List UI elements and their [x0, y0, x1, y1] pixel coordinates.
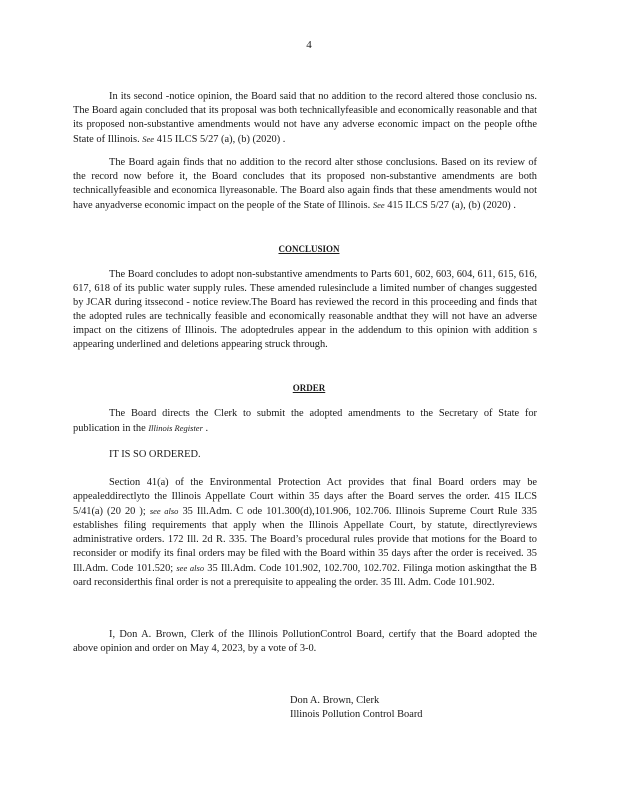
- illinois-register: Illinois Register: [148, 423, 203, 433]
- see-signal: See: [142, 134, 155, 144]
- paragraph-order: [73, 407, 537, 436]
- paragraph-text: 35 Ill.Adm. C ode 101.300(d),101.906, 102.706. Illinois Supreme Court Rule 335 establishes filing requirements that apply when the Illinois Appellate Court, by statute, directlyreviews administrative orders. 172 Ill. 2d R. 335. The Board’s procedural rules provide that motions for the Board to reconsider or modify its final orders may be filed with the Board within 35 days after the order is received. 35 Ill.Adm. Code 101.520;: [73, 506, 537, 574]
- conclusion-heading: CONCLUSION: [278, 244, 340, 254]
- paragraph-text: The Board directs the Clerk to submit the adopted amendments to the Secretary of State for publication in the: [73, 408, 537, 434]
- paragraph-appeal-rights: [73, 476, 537, 590]
- paragraph-text: The Board again finds that no addition to the record alter sthose conclusions. Based on its review of the record now before it, the Board concludes that its proposed non-substantive amendments are both technicallyfeasible and economica llyreasonable. The Board also again finds that these amendments would not have anyadverse economic impact on the people of the State of Illinois.: [73, 157, 537, 211]
- see-also-signal: see also: [149, 506, 179, 516]
- paragraph-so-ordered: [73, 448, 537, 462]
- paragraph-conclusion: [73, 268, 537, 352]
- paragraph-certification: [73, 628, 537, 656]
- citation: 415 ILCS 5/27 (a), (b) (2020) .: [156, 134, 286, 145]
- paragraph-text: IT IS SO ORDERED.: [109, 449, 201, 460]
- paragraph-board-finds: [73, 156, 537, 213]
- paragraph-text: In its second -notice opinion, the Board said that no addition to the record altered those conclusio ns. The Board again concluded that its proposal was both technicallyfeasible and economically reasonable and that its proposed non-substantive amendments would not have any adverse economic impact on the people ofthe State of Illinois.: [73, 91, 537, 145]
- paragraph-text: 35 Ill.Adm. Code 101.902, 102.700, 102.702. Filinga motion askingthat the B oard reconsiderthis final order is not a prerequisite to appealing the order. 35 Ill. Adm. Code 101.902.: [73, 563, 537, 588]
- see-also-signal: see also: [176, 563, 205, 573]
- paragraph-text: Section 41(a) of the Environmental Protection Act provides that final Board orders may be appealeddirectlyto the Illinois Appellate Court within 35 days after the Board serves the order. 415 ILCS 5/41(a) (20 20 );: [73, 477, 537, 517]
- signature-organization: Illinois Pollution Control Board: [290, 709, 423, 720]
- paragraph-text: I, Don A. Brown, Clerk of the Illinois PollutionControl Board, certify that the Board adopted the above opinion and order on May 4, 2023, by a vote of 3-0.: [73, 629, 537, 654]
- paragraph-second-notice-opinion: [73, 90, 537, 147]
- page-number: 4: [306, 39, 312, 51]
- paragraph-text: The Board concludes to adopt non-substantive amendments to Parts 601, 602, 603, 604, 611, 615, 616, 617, 618 of its public water supply rules. These amended rulesinclude a limited number of changes suggested by JCAR during itssecond - notice review.The Board has reviewed the record in this proceeding and finds that the adopted rules are technically feasible and economically reasonable andthat they will not have an adverse impact on the citizens of Illinois. The adoptedrules appear in the addendum to this opinion with addition s appearing underlined and deletions appearing struck through.: [73, 269, 537, 350]
- period: .: [205, 423, 209, 434]
- order-heading: ORDER: [292, 383, 326, 393]
- citation: 415 ILCS 5/27 (a), (b) (2020) .: [387, 200, 516, 211]
- see-signal: See: [372, 200, 385, 210]
- signature-name: Don A. Brown, Clerk: [290, 695, 380, 706]
